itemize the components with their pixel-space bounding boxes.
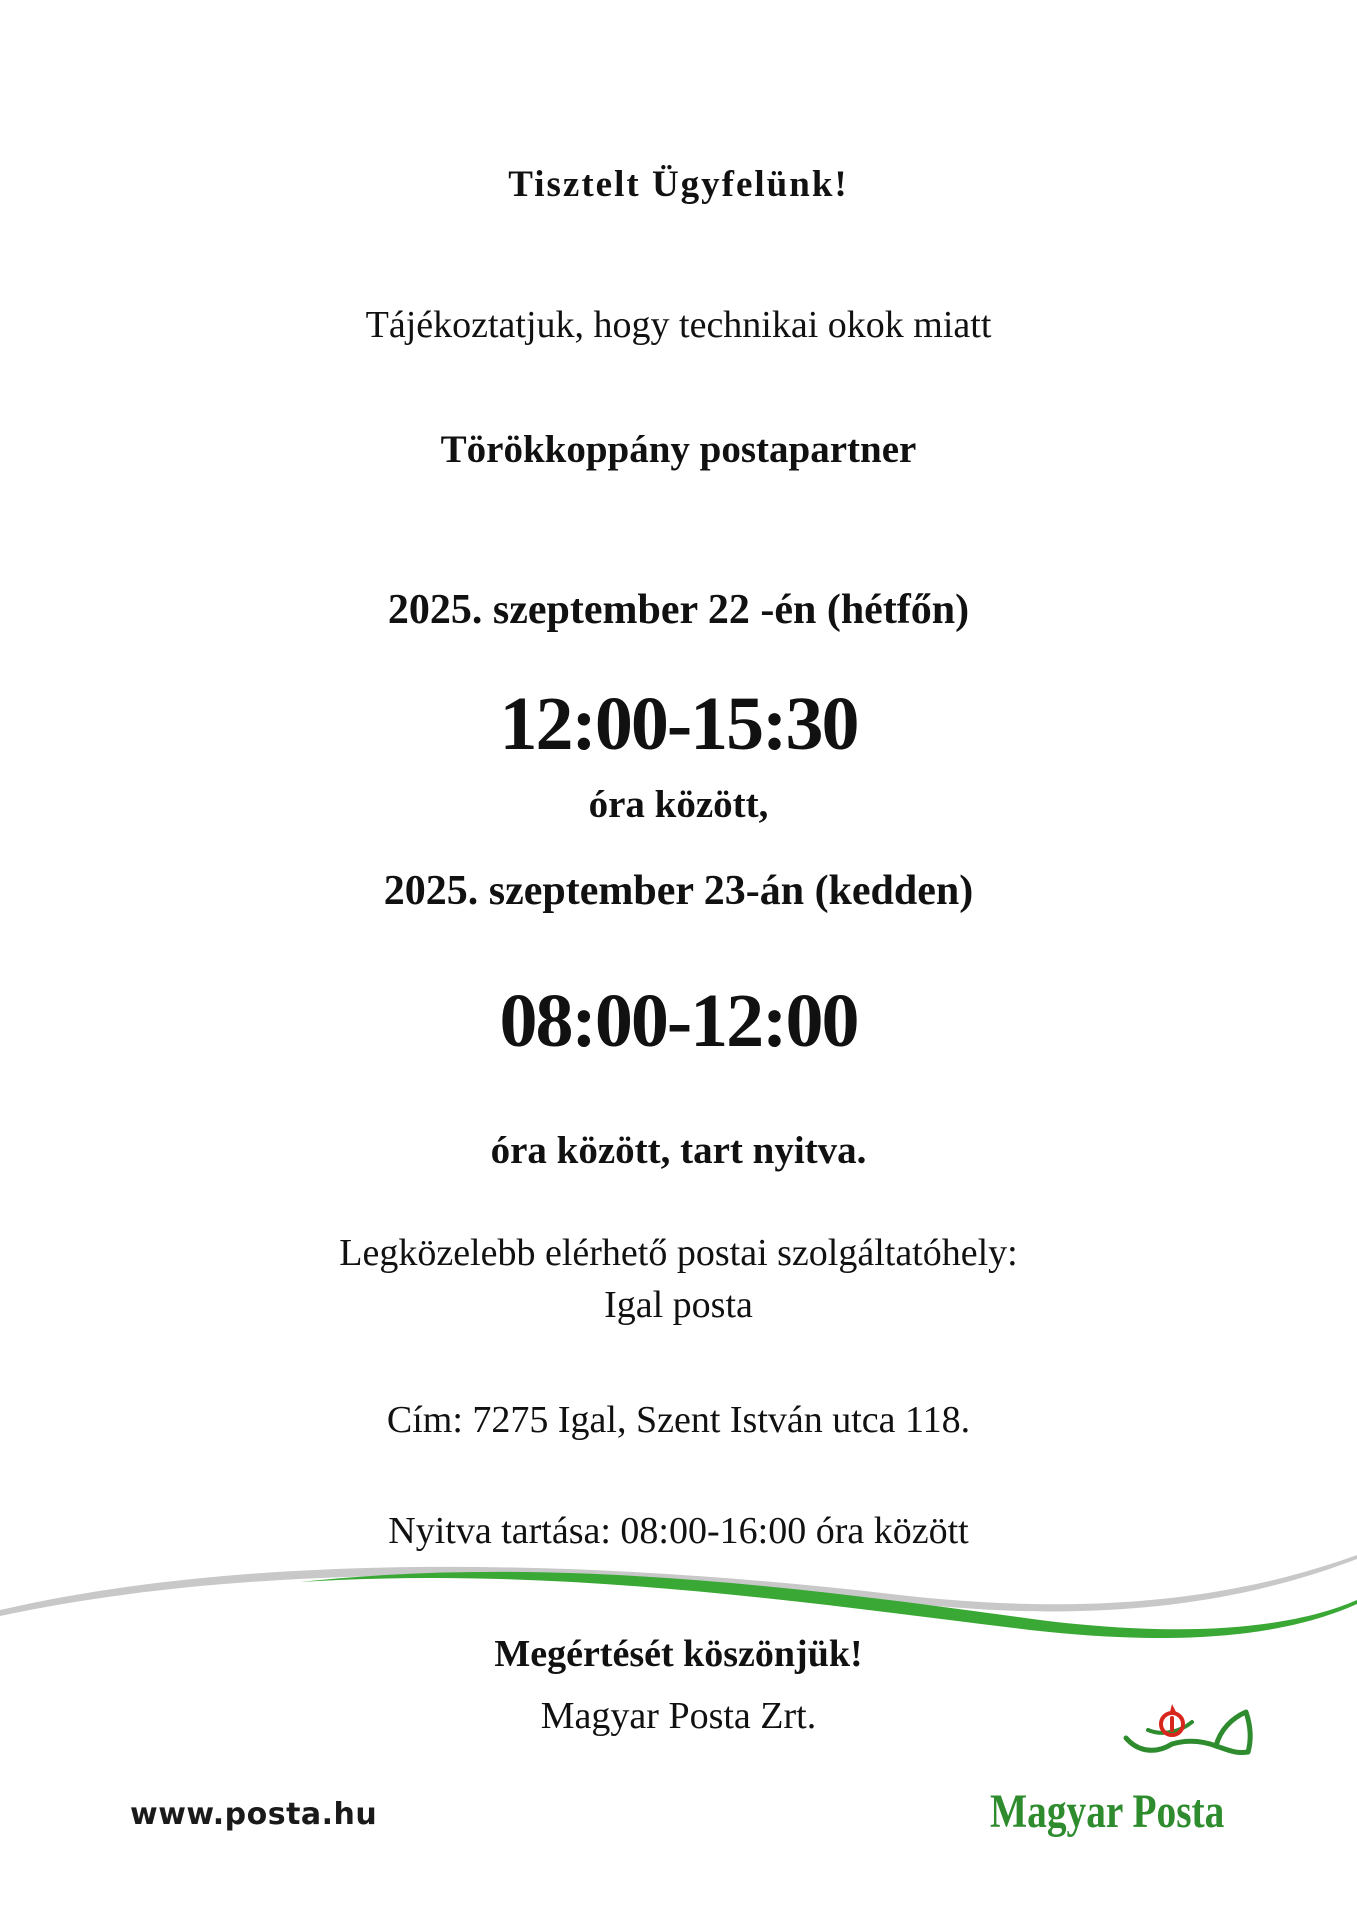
thanks-text: Megértését köszönjük! xyxy=(494,1633,863,1675)
swoosh-green-band xyxy=(300,1572,1357,1638)
post-horn-icon xyxy=(1120,1700,1260,1780)
nearest-office-address: Cím: 7275 Igal, Szent István utca 118. xyxy=(386,1399,971,1441)
website-link[interactable]: www.posta.hu xyxy=(130,1797,378,1832)
logo-wordmark: Magyar Posta xyxy=(990,1785,1225,1838)
nearest-office-label: Legközelebb elérhető postai szolgáltatóhely: xyxy=(339,1232,1018,1274)
schedule-date-1: 2025. szeptember 22 -én (hétfőn) xyxy=(387,587,970,633)
partner-name: Törökkoppány postapartner xyxy=(440,428,917,471)
nearest-office-name: Igal posta xyxy=(604,1284,753,1326)
nearest-office-hours: Nyitva tartása: 08:00-16:00 óra között xyxy=(388,1510,969,1552)
schedule-time-1: 12:00-15:30 xyxy=(499,682,858,766)
company-name: Magyar Posta Zrt. xyxy=(540,1695,817,1737)
schedule-suffix-1: óra között, xyxy=(588,783,769,826)
schedule-date-2: 2025. szeptember 23-án (kedden) xyxy=(383,868,974,914)
schedule-time-2: 08:00-12:00 xyxy=(499,979,858,1063)
greeting-heading: Tisztelt Ügyfelünk! xyxy=(508,164,849,205)
intro-text: Tájékoztatjuk, hogy technikai okok miatt xyxy=(365,304,992,346)
magyar-posta-logo xyxy=(990,1700,1260,1840)
schedule-suffix-2: óra között, tart nyitva. xyxy=(490,1129,867,1172)
